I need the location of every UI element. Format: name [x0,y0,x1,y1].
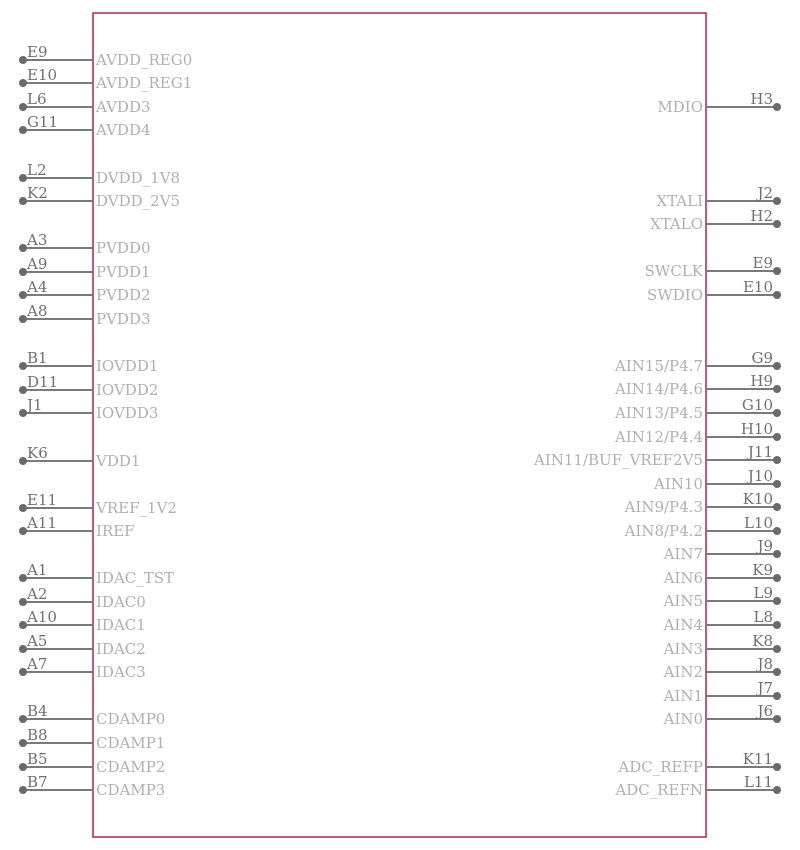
pin-name: IDAC2 [96,640,146,658]
pin-name: PVDD0 [96,239,151,257]
pin-left [19,608,146,634]
pin-end-dot [19,197,27,205]
pin-end-dot [773,621,781,629]
pin-end-dot [773,763,781,771]
pin-name: AIN15/P4.7 [615,357,703,375]
pin-number: E10 [27,66,58,84]
pin-name: ADC_REFN [615,781,703,799]
pin-number: J7 [757,679,773,697]
pin-number: E9 [27,43,48,61]
pin-end-dot [19,504,27,512]
pin-number: H9 [750,372,773,390]
pin-number: L10 [743,514,773,532]
pin-end-dot [19,362,27,370]
pin-end-dot [773,715,781,723]
pin-number: A10 [27,608,57,626]
pin-end-dot [773,527,781,535]
pin-name: AIN4 [663,616,703,634]
pin-left [19,726,165,752]
pin-end-dot [773,574,781,582]
pin-name: AIN1 [663,687,703,705]
pin-end-dot [19,668,27,676]
pin-end-dot [19,527,27,535]
pin-name: MDIO [657,98,703,116]
pin-right [657,90,781,116]
pin-name: DVDD_1V8 [96,169,181,187]
pin-end-dot [773,480,781,488]
pin-right [647,278,781,304]
pin-number: B8 [27,726,48,744]
pin-end-dot [19,79,27,87]
pin-end-dot [773,786,781,794]
pin-end-dot [19,574,27,582]
pin-number: J9 [757,537,773,555]
pin-end-dot [19,291,27,299]
pin-left [19,444,140,470]
pin-number: J1 [27,396,43,414]
pin-number: G9 [751,349,773,367]
pin-end-dot [19,786,27,794]
pin-end-dot [773,456,781,464]
pin-name: AIN12/P4.4 [615,428,703,446]
pin-left [19,278,151,304]
pin-name: AIN11/BUF_VREF2V5 [534,451,703,469]
pin-name: AIN9/P4.3 [624,498,703,516]
pin-name: AIN10 [654,475,703,493]
pin-number: A4 [27,278,48,296]
pin-left [19,302,151,328]
pin-end-dot [19,244,27,252]
pin-name: XTALI [656,192,703,210]
pin-name: AVDD3 [96,98,151,116]
pin-number: B5 [27,750,48,768]
pin-right [533,443,781,469]
pin-number: J10 [747,467,773,485]
pin-name: CDAMP2 [96,758,166,776]
pin-left [19,231,151,257]
pin-end-dot [773,433,781,441]
pin-end-dot [19,621,27,629]
pin-end-dot [19,409,27,417]
pin-name: AIN14/P4.6 [615,380,703,398]
pin-number: H3 [750,90,773,108]
pin-number: L2 [27,161,47,179]
pin-end-dot [773,409,781,417]
pin-name: ADC_REFP [618,758,703,776]
pin-end-dot [773,103,781,111]
pin-number: G11 [27,113,59,131]
pin-name: IDAC3 [96,663,146,681]
pin-number: A8 [27,302,48,320]
pin-name: IDAC_TST [96,569,175,587]
pin-name: AIN7 [663,545,703,563]
pin-name: SWDIO [647,286,703,304]
pin-name: VDD1 [96,452,141,470]
pin-name: AIN6 [663,569,703,587]
pin-name: PVDD3 [96,310,151,328]
component-body [93,13,706,837]
pin-end-dot [773,692,781,700]
pin-number: L6 [27,90,47,108]
pin-name: XTALO [650,215,703,233]
pin-name: VREF_1V2 [96,499,177,517]
pin-right [663,608,781,634]
pin-number: H10 [740,420,773,438]
pin-right [663,537,781,563]
pin-left [19,396,158,422]
pin-end-dot [19,386,27,394]
pin-end-dot [773,267,781,275]
pin-end-dot [773,291,781,299]
pin-end-dot [19,645,27,653]
pin-number: A7 [27,655,48,673]
pin-end-dot [19,174,27,182]
pin-right [614,396,781,422]
pin-number: J8 [757,655,773,673]
pin-name: IDAC1 [96,616,146,634]
pin-end-dot [773,197,781,205]
pin-end-dot [19,103,27,111]
pin-end-dot [773,385,781,393]
left-pin-group [19,43,192,799]
pin-number: K11 [742,750,773,768]
pin-right [663,702,781,728]
pin-number: L11 [743,773,773,791]
pin-number: G10 [741,396,773,414]
pin-right [645,254,781,280]
pin-end-dot [773,362,781,370]
right-pin-group [533,90,781,799]
pin-name: PVDD1 [96,263,151,281]
pin-name: CDAMP0 [96,710,166,728]
pin-end-dot [19,598,27,606]
pin-end-dot [19,315,27,323]
pin-end-dot [773,550,781,558]
pin-name: SWCLK [644,262,703,280]
pin-number: K2 [27,184,48,202]
pin-right [663,584,781,610]
pin-number: E11 [27,491,58,509]
pin-name: IOVDD1 [96,357,159,375]
pin-number: K6 [27,444,48,462]
pin-number: A11 [27,514,57,532]
pin-number: B1 [27,349,48,367]
pin-number: L8 [753,608,773,626]
pin-left [19,514,135,540]
pin-right [614,372,781,398]
pin-end-dot [19,457,27,465]
pin-right [663,655,781,681]
pin-name: AVDD_REG0 [96,51,193,69]
pin-left [19,655,146,681]
pin-left [19,773,165,799]
pin-number: A2 [27,585,48,603]
pin-number: K8 [752,632,773,650]
pin-name: AIN5 [663,592,703,610]
pin-number: E10 [742,278,773,296]
pin-end-dot [773,597,781,605]
pin-name: AVDD4 [96,121,151,139]
pin-name: AIN13/P4.5 [615,404,703,422]
pin-right [614,773,781,799]
pin-end-dot [19,56,27,64]
pin-number: A5 [27,632,48,650]
pin-number: A1 [27,561,48,579]
pin-name: IOVDD3 [96,404,159,422]
pin-name: PVDD2 [96,286,151,304]
pin-name: DVDD_2V5 [96,192,181,210]
pin-number: K10 [742,490,773,508]
pin-left [19,66,192,92]
pin-right [624,490,781,516]
pin-name: AIN3 [663,640,703,658]
pin-name: AVDD_REG1 [96,74,193,92]
pin-number: H2 [750,207,773,225]
pin-name: IOVDD2 [96,381,159,399]
pin-name: IREF [96,522,135,540]
pin-left [19,184,180,210]
pin-number: B7 [27,773,48,791]
pin-name: AIN2 [663,663,703,681]
pin-end-dot [773,668,781,676]
pin-left [19,349,158,375]
pin-end-dot [19,763,27,771]
pin-end-dot [773,645,781,653]
pin-number: A9 [27,255,48,273]
pin-number: J2 [757,184,773,202]
pin-end-dot [19,126,27,134]
pin-end-dot [19,715,27,723]
pin-number: E9 [752,254,773,272]
pin-number: J11 [747,443,773,461]
pin-end-dot [19,739,27,747]
pin-number: A3 [27,231,48,249]
pin-left [19,702,165,728]
pin-number: J6 [757,702,773,720]
pin-end-dot [773,503,781,511]
pin-name: AIN8/P4.2 [624,522,703,540]
pin-left [19,113,151,139]
pin-number: L9 [753,584,773,602]
pin-number: D11 [27,373,59,391]
pin-name: CDAMP1 [96,734,166,752]
pin-end-dot [773,220,781,228]
pin-left [19,561,174,587]
pin-number: K9 [752,561,773,579]
pin-name: AIN0 [663,710,703,728]
pin-end-dot [19,268,27,276]
pin-name: IDAC0 [96,593,146,611]
pin-name: CDAMP3 [96,781,166,799]
pin-right [650,207,781,233]
pin-number: B4 [27,702,48,720]
